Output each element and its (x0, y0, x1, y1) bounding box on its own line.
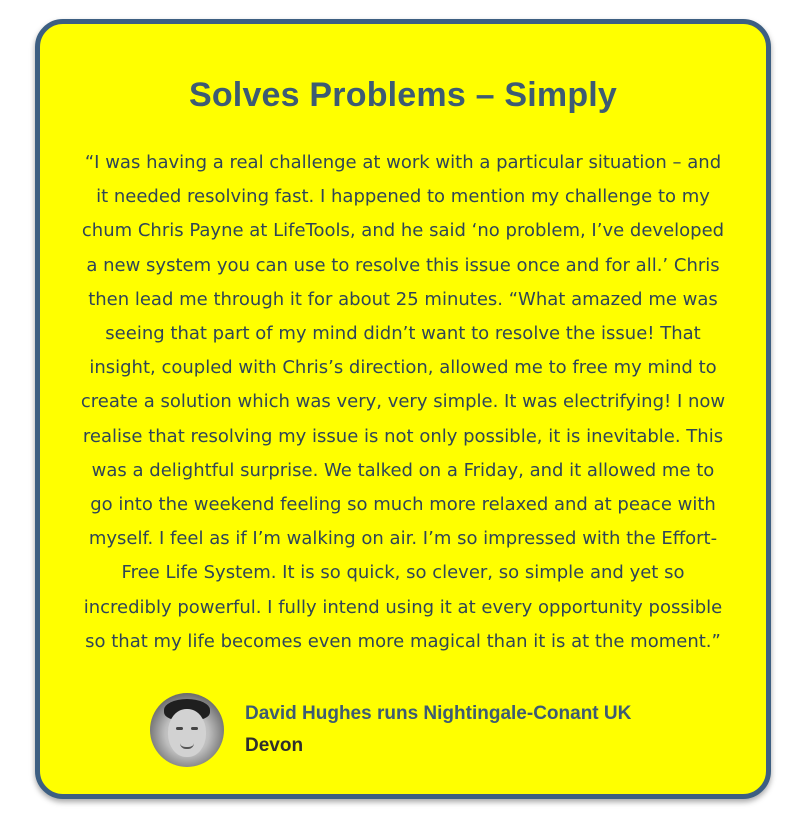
testimonial-card (35, 19, 771, 799)
testimonial-author (150, 693, 631, 767)
author-details (245, 698, 631, 762)
avatar-face (168, 709, 206, 757)
testimonial-quote: “I was having a real challenge at work with a particular situation – and it needed resolving fast. I happened to mention my challenge to my chum Chris Payne at LifeTools, and he said ‘no problem, I’ve developed a new system you can use to resolve this issue once and for all.’ Chris then lead me through it for about 25 minutes. “What amazed me was seeing that part of my mind didn’t want to resolve the issue! That insight, coupled with Chris’s direction, allowed me to free my mind to create a solution which was very, very simple. It was electrifying! I now realise that resolving my issue is not only possible, it is inevitable. This was a delightful surprise. We talked on a Friday, and it allowed me to go into the weekend feeling so much more relaxed and at peace with myself. I feel as if I’m walking on air. I’m so impressed with the Effort-Free Life System. It is so quick, so clever, so simple and yet so incredibly powerful. I fully intend using it at every opportunity possible so that my life becomes even more magical than it is at the moment.” (80, 152, 726, 652)
author-name: David Hughes runs Nightingale-Conant UK (245, 703, 632, 724)
avatar (150, 693, 224, 767)
testimonial-title: Solves Problems – Simply (188, 76, 618, 114)
avatar-eye-right (191, 727, 198, 730)
avatar-eye-left (176, 727, 183, 730)
author-location: Devon (245, 735, 304, 756)
